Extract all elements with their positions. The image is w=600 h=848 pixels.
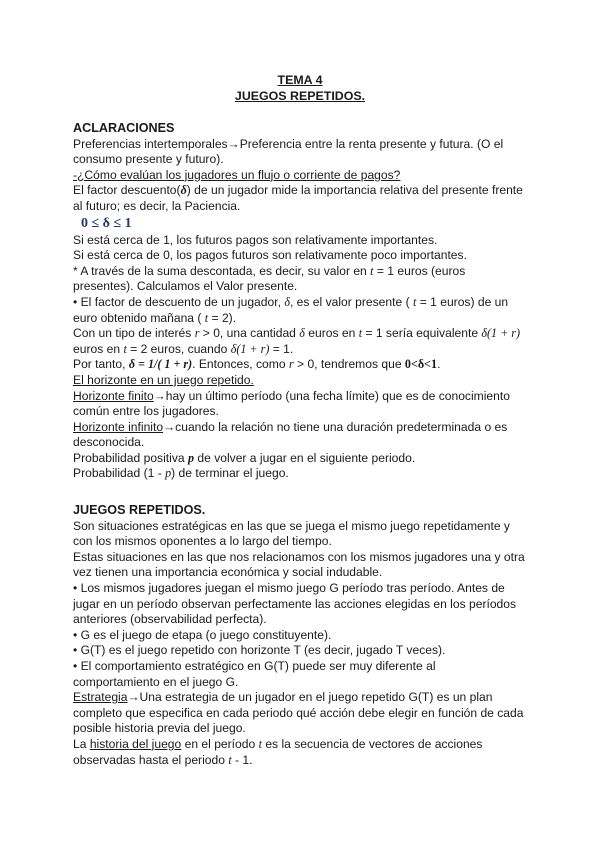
probability-end-line	[73, 466, 525, 482]
text-fragment: Por tanto,	[73, 357, 129, 372]
text-fragment: hay un último período (una fecha límite) que es de conocimiento común entre los jugadores.	[73, 388, 510, 419]
t-symbol: t	[258, 736, 262, 751]
text-fragment: La	[73, 736, 90, 751]
aclaraciones-section	[73, 121, 525, 482]
juegos-bullet4: • El comportamiento estratégico en G(T) puede ser muy diferente al comportamiento en el juego G.	[73, 658, 436, 689]
arrow-icon: →	[163, 419, 176, 434]
juegos-heading: JUEGOS REPETIDOS.	[73, 503, 206, 517]
juegos-section	[73, 503, 525, 768]
text-fragment: * A través de la suma descontada, es decir, su valor en	[73, 263, 371, 278]
arrow-icon: →	[227, 136, 240, 151]
t-symbol: t	[358, 326, 363, 341]
preferences-paragraph	[73, 137, 525, 168]
text-fragment: • El factor de descuento de un jugador,	[73, 294, 285, 309]
t-symbol: t	[412, 294, 417, 309]
infinite-term: Horizonte infinito	[73, 419, 164, 434]
discounted-sum-paragraph	[73, 264, 525, 295]
text-fragment: Probabilidad (1 -	[73, 466, 166, 481]
text-fragment: , es el valor presente (	[289, 294, 413, 309]
juegos-para1: Son situaciones estratégicas en las que se juega el mismo juego repetidamente y con los mismos oponentes a lo largo del tiempo.	[73, 518, 510, 549]
text-fragment: euros en	[304, 326, 359, 341]
infinite-horizon-paragraph	[73, 420, 525, 451]
text-fragment: - 1.	[231, 752, 253, 767]
delta-symbol: δ	[284, 294, 290, 309]
aclaraciones-heading: ACLARACIONES	[73, 121, 175, 135]
interest-rate-paragraph	[73, 326, 525, 357]
r-symbol: r	[194, 326, 200, 341]
p-symbol: p	[165, 466, 172, 481]
text-fragment: es la secuencia de vectores de acciones observadas hasta el periodo	[73, 736, 483, 767]
finite-term: Horizonte finito	[73, 388, 154, 403]
t-symbol: t	[123, 341, 127, 356]
history-paragraph	[73, 737, 525, 768]
t-symbol: t	[228, 752, 232, 767]
arrow-icon: →	[127, 690, 140, 705]
delta-symbol: δ	[299, 326, 305, 341]
discount-factor-bullet	[73, 295, 525, 326]
pref-definition: Preferencia entre la renta presente y futura. (O el consumo presente y futuro).	[73, 136, 504, 167]
probability-line	[73, 451, 525, 467]
delta-range-formula: 0 ≤ δ ≤ 1	[81, 215, 132, 231]
history-term: historia del juego	[89, 736, 182, 751]
pref-term: Preferencias intertemporales	[73, 136, 228, 151]
text-fragment: en el período	[181, 736, 259, 751]
text-fragment: = 1 sería equivalente	[362, 326, 482, 341]
formula-fragment: δ(1 + r)	[481, 326, 521, 341]
topic-title: JUEGOS REPETIDOS.	[234, 89, 366, 103]
text-fragment: ) de un jugador mide la importancia relativa del presente frente al futuro; es decir, la Paciencia.	[73, 183, 523, 213]
strategy-paragraph	[73, 690, 525, 737]
text-fragment: ) de terminar el juego.	[171, 466, 289, 481]
p-symbol: p	[187, 450, 195, 465]
t-symbol: t	[204, 310, 209, 325]
horizon-heading: El horizonte en un juego repetido.	[73, 372, 254, 387]
arrow-icon: →	[153, 388, 166, 403]
text-fragment: = 1 euros (euros presentes). Calculamos el Valor presente.	[73, 263, 466, 294]
delta-symbol: δ	[180, 183, 187, 198]
text-fragment: > 0, una cantidad	[199, 326, 300, 341]
strategy-term: Estrategia	[73, 690, 128, 705]
text-fragment: = 2).	[208, 310, 237, 325]
text-fragment: Con un tipo de interés	[73, 326, 195, 341]
text-fragment: Probabilidad positiva	[73, 450, 188, 465]
text-fragment: . Entonces, como	[192, 357, 289, 372]
formula-fragment: δ(1 + r)	[230, 341, 270, 356]
finite-horizon-paragraph	[73, 389, 525, 420]
text-fragment: El factor descuento(	[73, 183, 181, 198]
text-fragment: = 1 euros) de un euro obtenido mañana (	[73, 294, 509, 325]
question-line: -¿Cómo evalúan los jugadores un flujo o corriente de pagos?	[73, 167, 401, 182]
text-fragment: .	[437, 357, 441, 372]
formula-fragment: δ = 1/( 1 + r)	[128, 357, 193, 372]
r-symbol: r	[288, 357, 294, 372]
t-symbol: t	[370, 263, 374, 278]
discount-factor-paragraph	[73, 183, 525, 214]
formula-fragment: 0<δ<1	[404, 357, 438, 372]
near-one-line: Si está cerca de 1, los futuros pagos son relativamente importantes.	[73, 232, 438, 247]
near-zero-line: Si está cerca de 0, los pagos futuros son relativamente poco importantes.	[73, 248, 467, 263]
therefore-paragraph	[73, 357, 525, 373]
text-fragment: cuando la relación no tiene una duración predeterminada o es desconocida.	[73, 419, 508, 450]
text-fragment: > 0, tendremos que	[293, 357, 405, 372]
text-fragment: de volver a jugar en el siguiente periodo.	[194, 450, 416, 465]
juegos-bullet2: • G es el juego de etapa (o juego constituyente).	[73, 627, 332, 642]
juegos-para2: Estas situaciones en las que nos relacionamos con los mismos jugadores una y otra vez tienen una importancia económica y social indudable.	[73, 549, 525, 580]
juegos-bullet1: • Los mismos jugadores juegan el mismo juego G período tras período. Antes de jugar en un período observan perfectamente las acciones elegidas en los períodos anteriores (observabilidad perfecta).	[73, 580, 517, 627]
text-fragment: = 2 euros, cuando	[126, 341, 231, 356]
topic-number: TEMA 4	[277, 73, 323, 87]
juegos-bullet3: • G(T) es el juego repetido con horizonte T (es decir, jugado T veces).	[73, 643, 446, 658]
text-fragment: euros en	[73, 341, 124, 356]
text-fragment: Una estrategia de un jugador en el juego repetido G(T) es un plan completo que especifica en cada periodo qué acción debe elegir en función de cada posible historia previa del juego.	[73, 690, 524, 736]
text-fragment: = 1.	[269, 341, 294, 356]
